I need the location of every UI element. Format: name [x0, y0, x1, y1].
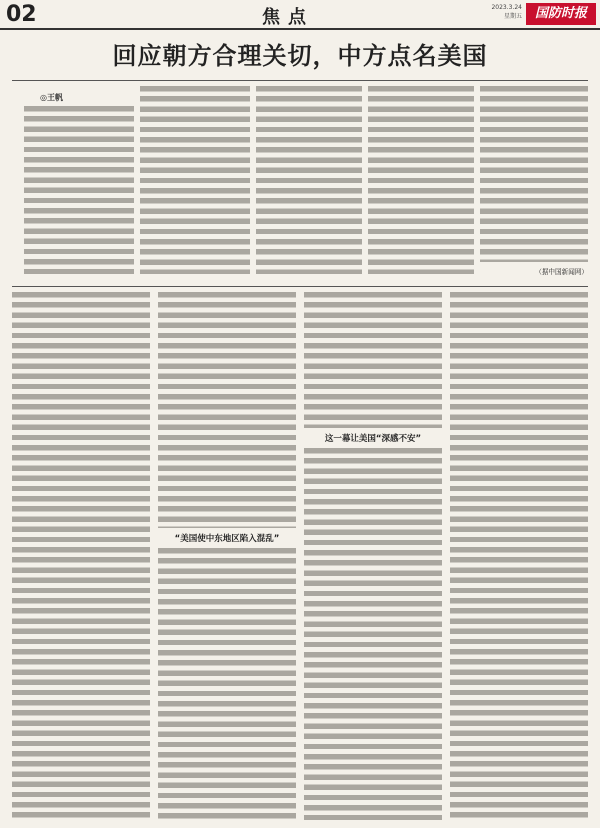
source-note: （据中国新闻网）: [535, 268, 588, 276]
article-column-5: [480, 86, 588, 262]
lower-column-3a: [304, 292, 442, 428]
lower-column-2a: [158, 292, 296, 528]
issue-weekday: 星期五: [503, 13, 522, 20]
page-headline: 回应朝方合理关切，中方点名美国: [112, 42, 488, 70]
lower-column-1: [12, 292, 150, 820]
page-number: 02: [6, 2, 37, 27]
article-column-1: [24, 106, 134, 274]
subhead-deep-unease: 这一幕让美国“深感不安”: [324, 434, 422, 444]
date-info: [462, 3, 522, 21]
article-column-3: [256, 86, 362, 274]
lower-column-3b: [304, 448, 442, 820]
article-column-2: [140, 86, 250, 274]
divider: [12, 286, 588, 287]
subhead-middle-east: “美国使中东地区陷入混乱”: [174, 534, 280, 544]
masthead: [0, 0, 600, 30]
newspaper-logo: 国防时报: [526, 3, 596, 25]
issue-date: 2023.3.24: [491, 4, 522, 11]
section-title: 焦点: [262, 7, 314, 28]
divider: [12, 80, 588, 81]
article-column-4: [368, 86, 474, 274]
lower-column-2b: [158, 548, 296, 820]
byline: ◎王帆: [40, 93, 63, 102]
lower-column-4: [450, 292, 588, 820]
